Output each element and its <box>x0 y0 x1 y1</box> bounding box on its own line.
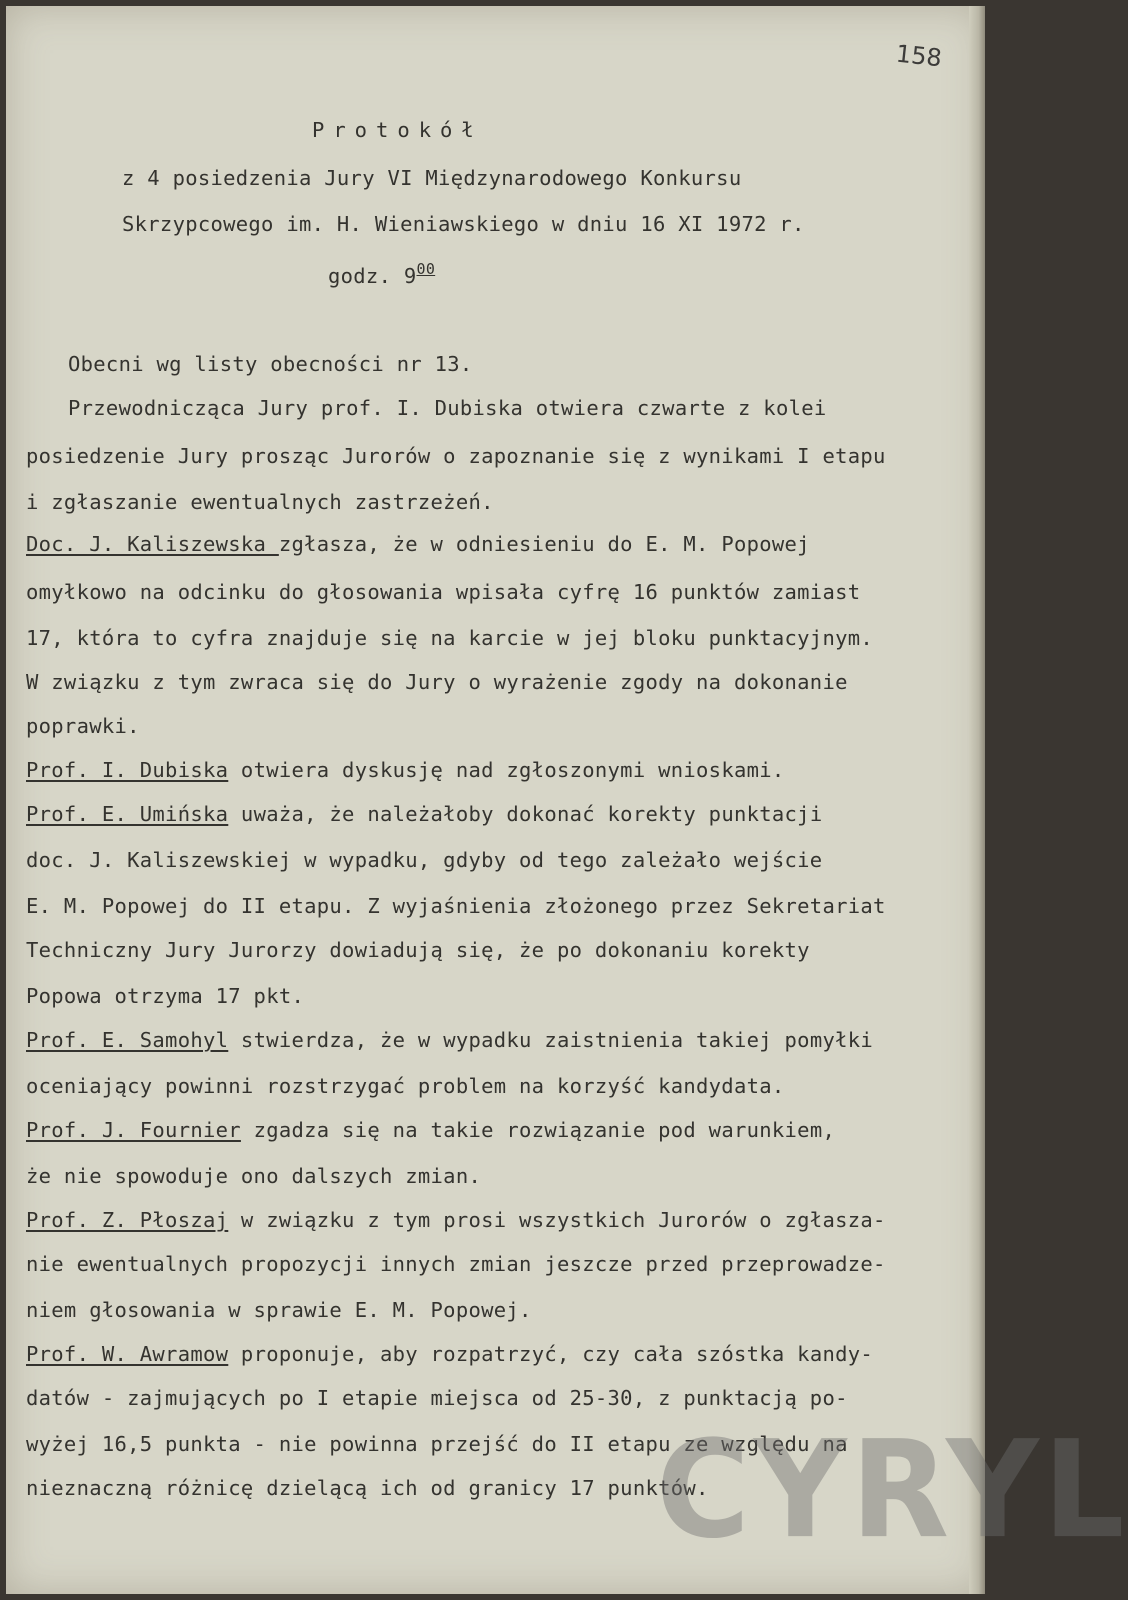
meeting-time <box>328 260 435 288</box>
speaker-name: Prof. W. Awramow <box>26 1342 229 1366</box>
body-line: Obecni wg listy obecności nr 13. <box>68 352 473 376</box>
body-line <box>26 1342 873 1366</box>
body-line: i zgłaszanie ewentualnych zastrzeżeń. <box>26 490 494 514</box>
body-line: oceniający powinni rozstrzygać problem na korzyść kandydata. <box>26 1074 785 1098</box>
page-edge <box>969 6 985 1594</box>
speaker-text: zgadza się na takie rozwiązanie pod warunkiem, <box>240 1118 836 1142</box>
body-line <box>26 532 810 556</box>
speaker-text: zgłasza, że w odniesieniu do E. M. Popowej <box>278 532 810 556</box>
body-line: nieznaczną różnicę dzielącą ich od granicy 17 punktów. <box>26 1476 709 1500</box>
document-page <box>6 6 1128 1594</box>
body-line <box>26 1028 873 1052</box>
body-line: Techniczny Jury Jurorzy dowiadują się, że po dokonaniu korekty <box>26 938 810 962</box>
body-line: nie ewentualnych propozycji innych zmian jeszcze przed przeprowadze- <box>26 1252 886 1276</box>
speaker-text: w związku z tym prosi wszystkich Jurorów o zgłasza- <box>228 1208 886 1232</box>
body-line: poprawki. <box>26 714 140 738</box>
body-line: 17, która to cyfra znajduje się na karcie w jej bloku punktacyjnym. <box>26 626 874 650</box>
body-line: że nie spowoduje ono dalszych zmian. <box>26 1164 482 1188</box>
body-line: omyłkowo na odcinku do głosowania wpisała cyfrę 16 punktów zamiast <box>26 580 861 604</box>
body-line: E. M. Popowej do II etapu. Z wyjaśnienia złożonego przez Sekretariat <box>26 894 886 918</box>
header-line-2: Skrzypcowego im. H. Wieniawskiego w dniu 16 XI 1972 r. <box>122 212 805 236</box>
body-line: niem głosowania w sprawie E. M. Popowej. <box>26 1298 532 1322</box>
body-line <box>26 1118 835 1142</box>
archive-watermark: CYRYL <box>656 1412 1128 1569</box>
speaker-name: Prof. E. Umińska <box>26 802 229 826</box>
body-line <box>26 758 785 782</box>
speaker-text: otwiera dyskusję nad zgłoszonymi wnioskami. <box>228 758 785 782</box>
speaker-text: stwierdza, że w wypadku zaistnienia takiej pomyłki <box>228 1028 874 1052</box>
body-line: doc. J. Kaliszewskiej w wypadku, gdyby od tego zależało wejście <box>26 848 823 872</box>
body-line: wyżej 16,5 punkta - nie powinna przejść do II etapu ze względu na <box>26 1432 848 1456</box>
body-line <box>26 1208 886 1232</box>
folio-number: 158 <box>894 39 944 73</box>
time-label: godz. 9 <box>328 264 417 288</box>
document-title: Protokół <box>312 118 483 142</box>
body-line: W związku z tym zwraca się do Jury o wyrażenie zgody na dokonanie <box>26 670 848 694</box>
body-line: Popowa otrzyma 17 pkt. <box>26 984 305 1008</box>
body-line: datów - zajmujących po I etapie miejsca od 25-30, z punktacją po- <box>26 1386 848 1410</box>
speaker-name: Prof. Z. Płoszaj <box>26 1208 229 1232</box>
speaker-name: Prof. E. Samohyl <box>26 1028 229 1052</box>
body-line: posiedzenie Jury prosząc Jurorów o zapoznanie się z wynikami I etapu <box>26 444 886 468</box>
body-line: Przewodnicząca Jury prof. I. Dubiska otwiera czwarte z kolei <box>68 396 827 420</box>
speaker-name: Prof. J. Fournier <box>26 1118 241 1142</box>
time-minutes: 00 <box>416 260 436 278</box>
body-line <box>26 802 822 826</box>
speaker-text: proponuje, aby rozpatrzyć, czy cała szóstka kandy- <box>228 1342 874 1366</box>
speaker-name: Prof. I. Dubiska <box>26 758 229 782</box>
header-line-1: z 4 posiedzenia Jury VI Międzynarodowego Konkursu <box>122 166 742 190</box>
speaker-name: Doc. J. Kaliszewska <box>26 532 279 556</box>
speaker-text: uważa, że należałoby dokonać korekty punktacji <box>228 802 823 826</box>
